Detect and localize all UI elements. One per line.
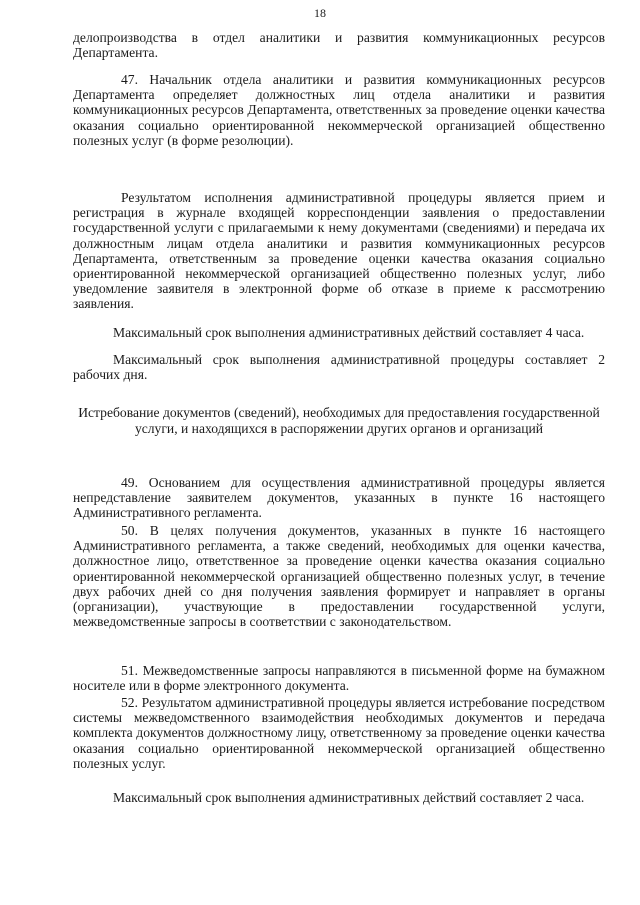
paragraph-51: 51. Межведомственные запросы направляются в письменной форме на бумажном носителе или в форме электронного документа. — [73, 663, 605, 694]
page-number: 18 — [314, 6, 326, 20]
paragraph-52: 52. Результатом административной процедуры является истребование посредством системы межведомственного взаимодействия необходимых документов и передача комплекта документов должностному лицу, ответственному за проведение оценки качества оказания социально ориентированной некоммерческой организацией общественно полезных услуг. — [73, 695, 605, 771]
section-heading: Истребование документов (сведений), необходимых для предоставления государственной услуги, и находящихся в распоряжении других органов и организаций — [78, 405, 600, 436]
paragraph-50: 50. В целях получения документов, указанных в пункте 16 настоящего Административного регламента, а также сведений, необходимых для оценки качества, должностное лицо, ответственное за проведение оценки качества оказания социально ориентированной некоммерческой организацией общественно полезных услуг, в течение двух рабочих дней со дня получения заявления формирует и направляет в органы (организации), участвующие в предоставлении государственной услуги, межведомственные запросы в соответствии с законодательством. — [73, 523, 605, 630]
paragraph-49: 49. Основанием для осуществления административной процедуры является непредставление заявителем документов, указанных в пункте 16 настоящего Административного регламента. — [73, 475, 605, 521]
paragraph-47: 47. Начальник отдела аналитики и развития коммуникационных ресурсов Департамента определяет должностных лиц отдела аналитики и развития коммуникационных ресурсов Департамента, ответственных за проведение оценки качества оказания социально ориентированной некоммерческой организацией общественно полезных услуг (в форме резолюции). — [73, 72, 605, 148]
paragraph-max-procedure: Максимальный срок выполнения административной процедуры составляет 2 рабочих дня. — [73, 352, 605, 383]
paragraph-result: Результатом исполнения административной процедуры является прием и регистрация в журнале входящей корреспонденции заявления о предоставлении государственной услуги с прилагаемыми к нему документами (сведениями) и передача их должностным лицам отдела аналитики и развития коммуникационных ресурсов Департамента, ответственным за проведение оценки качества оказания социально ориентированной некоммерческой организацией общественно полезных услуг, либо уведомление заявителя в электронной форме об отказе в приеме к рассмотрению заявления. — [73, 190, 605, 312]
paragraph-top: делопроизводства в отдел аналитики и развития коммуникационных ресурсов Департамента. — [73, 30, 605, 61]
paragraph-max-actions: Максимальный срок выполнения административных действий составляет 4 часа. — [113, 325, 585, 340]
paragraph-max-actions-2: Максимальный срок выполнения административных действий составляет 2 часа. — [113, 790, 585, 805]
